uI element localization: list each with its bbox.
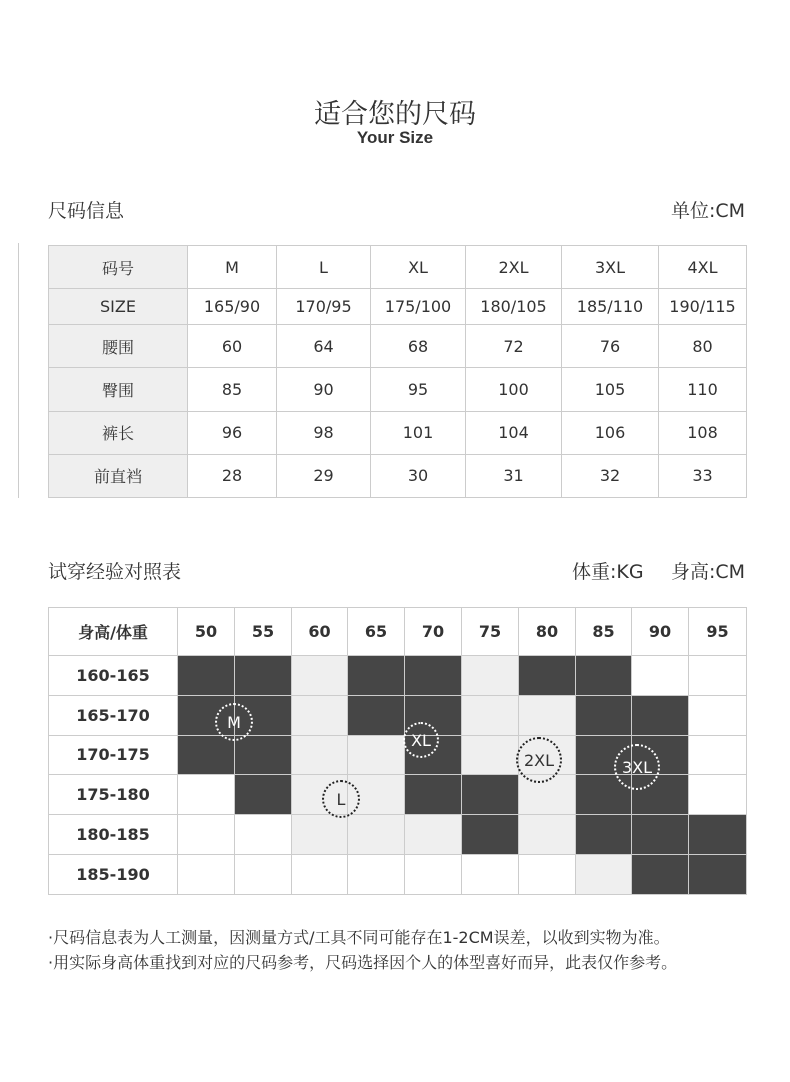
weight-header: 50 bbox=[178, 608, 235, 656]
weight-header: 65 bbox=[348, 608, 405, 656]
fit-cell bbox=[348, 815, 405, 855]
size-cell: 170/95 bbox=[277, 289, 371, 325]
size-cell: 96 bbox=[188, 411, 277, 454]
size-cell: M bbox=[188, 246, 277, 289]
size-cell: 165/90 bbox=[188, 289, 277, 325]
size-row-header: 臀围 bbox=[49, 368, 188, 411]
size-cell: 33 bbox=[659, 454, 747, 497]
fit-cell bbox=[292, 695, 348, 735]
size-cell: 72 bbox=[466, 325, 562, 368]
size-cell: 101 bbox=[371, 411, 466, 454]
fit-cell bbox=[462, 815, 519, 855]
size-cell: 3XL bbox=[562, 246, 659, 289]
note-1: ·尺码信息表为人工测量，因测量方式/工具不同可能存在1-2CM误差，以收到实物为准。 bbox=[48, 928, 670, 947]
fit-cell bbox=[519, 695, 576, 735]
weight-header: 85 bbox=[576, 608, 632, 656]
size-badge-l: L bbox=[322, 780, 360, 818]
size-row-header: 腰围 bbox=[49, 325, 188, 368]
size-cell: 185/110 bbox=[562, 289, 659, 325]
fit-cell bbox=[235, 775, 292, 815]
size-cell: 108 bbox=[659, 411, 747, 454]
fit-cell bbox=[292, 735, 348, 775]
fit-cell bbox=[292, 855, 348, 895]
weight-header: 60 bbox=[292, 608, 348, 656]
size-badge-2xl: 2XL bbox=[516, 737, 562, 783]
fit-cell bbox=[632, 815, 689, 855]
size-row bbox=[49, 325, 747, 368]
fit-row bbox=[49, 815, 747, 855]
size-cell: 104 bbox=[466, 411, 562, 454]
weight-header: 55 bbox=[235, 608, 292, 656]
fit-cell bbox=[689, 695, 747, 735]
size-cell: 2XL bbox=[466, 246, 562, 289]
fit-cell bbox=[348, 735, 405, 775]
fit-cell bbox=[292, 815, 348, 855]
size-badge-xl: XL bbox=[403, 722, 439, 758]
weight-header: 75 bbox=[462, 608, 519, 656]
fit-cell bbox=[178, 775, 235, 815]
fit-cell bbox=[576, 695, 632, 735]
fit-cell bbox=[348, 855, 405, 895]
fit-cell bbox=[576, 855, 632, 895]
fit-cell bbox=[689, 855, 747, 895]
fit-cell bbox=[462, 855, 519, 895]
weight-header: 90 bbox=[632, 608, 689, 656]
size-badge-m: M bbox=[215, 703, 253, 741]
size-row-header: 裤长 bbox=[49, 411, 188, 454]
fit-chart-height-unit: 身高:CM bbox=[670, 561, 745, 583]
size-cell: 190/115 bbox=[659, 289, 747, 325]
size-info-label: 尺码信息 bbox=[48, 200, 125, 222]
size-cell: L bbox=[277, 246, 371, 289]
fit-cell bbox=[178, 815, 235, 855]
fit-cell bbox=[519, 855, 576, 895]
fit-cell bbox=[689, 735, 747, 775]
size-cell: 4XL bbox=[659, 246, 747, 289]
size-row bbox=[49, 411, 747, 454]
size-cell: 98 bbox=[277, 411, 371, 454]
note-2: ·用实际身高体重找到对应的尺码参考，尺码选择因个人的体型喜好而异，此表仅作参考。 bbox=[48, 953, 678, 972]
size-row bbox=[49, 454, 747, 497]
fit-cell bbox=[405, 655, 462, 695]
fit-row bbox=[49, 695, 747, 735]
height-header: 185-190 bbox=[49, 855, 178, 895]
fit-cell bbox=[405, 815, 462, 855]
size-cell: 64 bbox=[277, 325, 371, 368]
fit-cell bbox=[405, 775, 462, 815]
fit-cell bbox=[235, 735, 292, 775]
size-row-header: 前直裆 bbox=[49, 454, 188, 497]
fit-cell bbox=[462, 735, 519, 775]
size-row bbox=[49, 246, 747, 289]
size-cell: 80 bbox=[659, 325, 747, 368]
size-cell: 30 bbox=[371, 454, 466, 497]
fit-cell bbox=[632, 655, 689, 695]
height-header: 160-165 bbox=[49, 655, 178, 695]
size-cell: 29 bbox=[277, 454, 371, 497]
size-row bbox=[49, 289, 747, 325]
fit-cell bbox=[632, 855, 689, 895]
fit-cell bbox=[576, 815, 632, 855]
size-cell: 95 bbox=[371, 368, 466, 411]
size-row-header: SIZE bbox=[49, 289, 188, 325]
size-cell: 180/105 bbox=[466, 289, 562, 325]
height-header: 165-170 bbox=[49, 695, 178, 735]
size-cell: 85 bbox=[188, 368, 277, 411]
size-cell: 90 bbox=[277, 368, 371, 411]
size-cell: 110 bbox=[659, 368, 747, 411]
fit-cell bbox=[632, 695, 689, 735]
fit-cell bbox=[178, 655, 235, 695]
fit-cell bbox=[348, 655, 405, 695]
size-row-header: 码号 bbox=[49, 246, 188, 289]
fit-corner-header: 身高/体重 bbox=[49, 608, 178, 656]
page-subtitle: Your Size bbox=[356, 128, 434, 147]
height-header: 175-180 bbox=[49, 775, 178, 815]
fit-cell bbox=[689, 655, 747, 695]
size-info-unit: 单位:CM bbox=[670, 200, 745, 222]
fit-cell bbox=[348, 695, 405, 735]
size-cell: 105 bbox=[562, 368, 659, 411]
fit-chart-label: 试穿经验对照表 bbox=[48, 561, 182, 583]
fit-cell bbox=[462, 775, 519, 815]
fit-cell bbox=[519, 815, 576, 855]
side-divider bbox=[18, 243, 19, 498]
fit-cell bbox=[689, 775, 747, 815]
fit-cell bbox=[235, 655, 292, 695]
fit-cell bbox=[689, 815, 747, 855]
height-header: 180-185 bbox=[49, 815, 178, 855]
fit-row bbox=[49, 855, 747, 895]
size-info-table bbox=[48, 245, 747, 498]
weight-header: 80 bbox=[519, 608, 576, 656]
size-cell: 60 bbox=[188, 325, 277, 368]
size-row bbox=[49, 368, 747, 411]
size-cell: 100 bbox=[466, 368, 562, 411]
size-cell: XL bbox=[371, 246, 466, 289]
size-cell: 32 bbox=[562, 454, 659, 497]
fit-cell bbox=[519, 655, 576, 695]
fit-chart-weight-unit: 体重:KG bbox=[572, 561, 644, 583]
fit-row bbox=[49, 655, 747, 695]
fit-cell bbox=[235, 855, 292, 895]
size-cell: 31 bbox=[466, 454, 562, 497]
fit-cell bbox=[576, 655, 632, 695]
size-badge-3xl: 3XL bbox=[614, 744, 660, 790]
size-cell: 175/100 bbox=[371, 289, 466, 325]
size-cell: 106 bbox=[562, 411, 659, 454]
fit-cell bbox=[405, 855, 462, 895]
fit-cell bbox=[462, 695, 519, 735]
size-cell: 68 bbox=[371, 325, 466, 368]
fit-cell bbox=[462, 655, 519, 695]
page-title: 适合您的尺码 bbox=[314, 99, 476, 130]
height-header: 170-175 bbox=[49, 735, 178, 775]
weight-header: 70 bbox=[405, 608, 462, 656]
fit-cell bbox=[292, 655, 348, 695]
fit-cell bbox=[178, 735, 235, 775]
fit-header-row bbox=[49, 608, 747, 656]
fit-cell bbox=[235, 815, 292, 855]
weight-header: 95 bbox=[689, 608, 747, 656]
size-cell: 28 bbox=[188, 454, 277, 497]
size-cell: 76 bbox=[562, 325, 659, 368]
fit-cell bbox=[178, 855, 235, 895]
